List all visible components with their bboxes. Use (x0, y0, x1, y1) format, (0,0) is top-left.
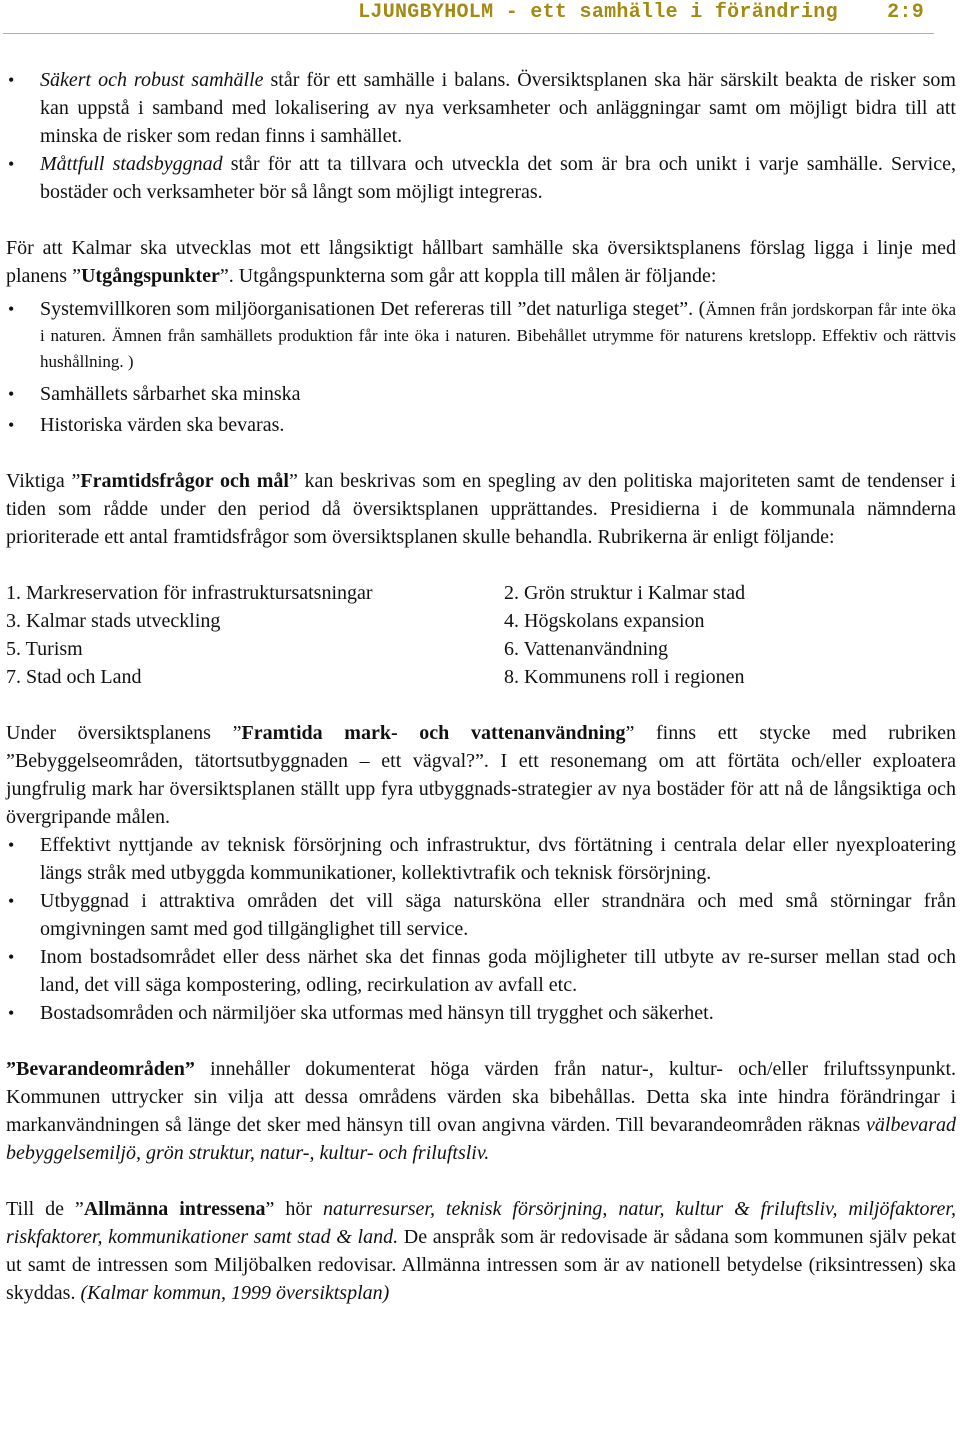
bullet-icon: • (8, 1003, 15, 1023)
list-item-text: Bostadsområden och närmiljöer ska utformas med hänsyn till trygghet och säkerhet. (40, 1002, 714, 1024)
list-item-italic: Måttfull stadsbyggnad (40, 153, 223, 175)
rubriker-list (6, 579, 956, 691)
bullet-icon: • (8, 299, 15, 319)
paragraph-bold: ”Bevarandeområden” (6, 1058, 195, 1080)
list-item: 7. Stad och Land (6, 666, 142, 688)
list-item (6, 66, 956, 150)
paragraph-bevarandeomraden (6, 1055, 956, 1167)
list-item (6, 999, 956, 1027)
list-item (6, 831, 956, 887)
bullet-icon: • (8, 415, 15, 435)
paragraph-text: De anspråk som är redovisade är sådana som kommunen själv pekat ut samt de intressen som Miljöbalken redovisar. Allmänna intressen som är av nationell betydelse (riksintressen) ska skyddas. (6, 1226, 957, 1304)
bullet-icon: • (8, 154, 15, 174)
header-title (358, 1, 924, 24)
paragraph-text: För att Kalmar ska utvecklas mot ett långsiktigt hållbart samhälle ska översiktsplanens förslag ligga i linje med planens ” (6, 237, 956, 287)
document-body (6, 66, 956, 1307)
list-item: 6. Vattenanvändning (504, 638, 669, 660)
paragraph-text: innehåller dokumenterat höga värden från natur-, kultur- och/eller friluftssynpunkt. Kommunen uttrycker sin vilja att dessa områdens värden ska bibehållas. Detta ska inte hindra förändringar i markanvändningen så länge det sker med hänsyn till ovan angivna värden. Till bevarandeområden räknas (6, 1058, 956, 1136)
paragraph-framtidsfragor (6, 467, 956, 551)
list-item-text: Inom bostadsområdet eller dess närhet ska det finnas goda möjligheter till utbyte av re-surser mellan stad och land, det vill säga kompostering, odling, recirkulation av avfall etc. (40, 946, 956, 996)
bullet-icon: • (8, 891, 15, 911)
list-item: 4. Högskolans expansion (504, 610, 705, 632)
list-item-text: Utbyggnad i attraktiva områden det vill säga natursköna eller strandnära och med små störningar från omgivningen samt med god tillgänglighet till service. (40, 890, 956, 940)
list-item (6, 943, 956, 999)
list-item: 5. Turism (6, 638, 83, 660)
paragraph-italic: välbevarad bebyggelsemiljö, grön struktur, natur-, kultur- och friluftsliv. (6, 1114, 956, 1164)
list-item-text: Systemvillkoren som miljöorganisationen Det refereras till ”det naturliga steget”. ( (40, 298, 706, 320)
paragraph-text: ”. Utgångspunkterna som går att koppla till målen är följande: (219, 265, 717, 287)
paragraph-text: Till de ” (6, 1198, 84, 1220)
paragraph-text: ” hör (265, 1198, 323, 1220)
utgangspunkter-list (6, 296, 956, 439)
bullet-icon: • (8, 947, 15, 967)
list-item: 1. Markreservation för infrastruktursatsningar (6, 582, 373, 604)
list-item-italic: Säkert och robust samhälle (40, 69, 264, 91)
paragraph-italic: (Kalmar kommun, 1999 översiktsplan) (80, 1282, 390, 1304)
paragraph-utgangspunkter (6, 234, 956, 290)
paragraph-text: Viktiga ” (6, 470, 81, 492)
list-item: 2. Grön struktur i Kalmar stad (504, 582, 746, 604)
list-item: 3. Kalmar stads utveckling (6, 610, 221, 632)
paragraph-text: ” kan beskrivas som en spegling av den politiska majoriteten samt de tendenser i tiden som rådde under den period då översiktsplanen upprättandes. Presidierna i de kommunala nämnderna prioriterade ett antal framtidsfrågor som översiktsplanen skulle behandla. Rubrikerna är enligt följande: (6, 470, 956, 548)
paragraph-markanvandning (6, 719, 956, 831)
list-item (6, 150, 956, 206)
bullet-icon: • (8, 70, 15, 90)
header-divider (3, 33, 934, 34)
header-title-text: LJUNGBYHOLM - ett samhälle i förändring (358, 1, 838, 24)
strategier-list (6, 831, 956, 1027)
paragraph-bold: Allmänna intressena (83, 1198, 266, 1220)
intro-bullet-list (6, 66, 956, 206)
paragraph-text: ” finns ett stycke med rubriken ”Bebyggelseområden, tätortsutbyggnaden – ett vägval?”. I ett resonemang om att förtäta och/eller exploatera jungfrulig mark har översiktsplanen ställt upp fyra utbyggnads-strategier av nya bostäder för att nå de långsiktiga och övergripande målen. (6, 722, 956, 828)
page-header (0, 0, 960, 34)
list-item (6, 411, 956, 439)
page-number: 2:9 (887, 1, 924, 24)
list-item (6, 380, 956, 408)
list-item-text: Samhällets sårbarhet ska minska (40, 383, 301, 405)
list-item-text: står för ett samhälle i balans. Översiktsplanen ska här särskilt beakta de risker som kan uppstå i samband med lokalisering av nya verksamheter och anläggningar samt om möjligt bidra till att minska de risker som redan finns i samhället. (40, 69, 956, 147)
list-item: 8. Kommunens roll i regionen (504, 666, 745, 688)
paragraph-allmanna-intressen (6, 1195, 956, 1307)
bullet-icon: • (8, 835, 15, 855)
list-item-text: Historiska värden ska bevaras. (40, 414, 285, 436)
list-item-note: Ämnen från jordskorpan får inte öka i naturen. Ämnen från samhällets produktion får inte öka i naturen. Bibehållet utrymme för naturens kretslopp. Effektiv och rättvis hushållning. ) (40, 300, 957, 371)
bullet-icon: • (8, 384, 15, 404)
list-item-text: står för att ta tillvara och utveckla det som är bra och unikt i varje samhälle. Service, bostäder och verksamheter bör så långt som möjligt integreras. (40, 153, 956, 203)
paragraph-bold: Framtidsfrågor och mål (80, 470, 289, 492)
list-item-text: Effektivt nyttjande av teknisk försörjning och infrastruktur, dvs förtätning i centrala delar eller nyexploatering längs stråk med utbyggda kommunikationer, kollektivtrafik och teknisk försörjning. (40, 834, 956, 884)
list-item (6, 296, 956, 374)
paragraph-bold: Utgångspunkter (80, 265, 220, 287)
paragraph-italic: naturresurser, teknisk försörjning, natur, kultur & friluftsliv, miljöfaktorer, riskfaktorer, kommunikationer samt stad & land. (6, 1198, 956, 1248)
paragraph-bold: Framtida mark- och vattenanvändning (241, 722, 626, 744)
list-item (6, 887, 956, 943)
paragraph-text: Under översiktsplanens ” (6, 722, 242, 744)
